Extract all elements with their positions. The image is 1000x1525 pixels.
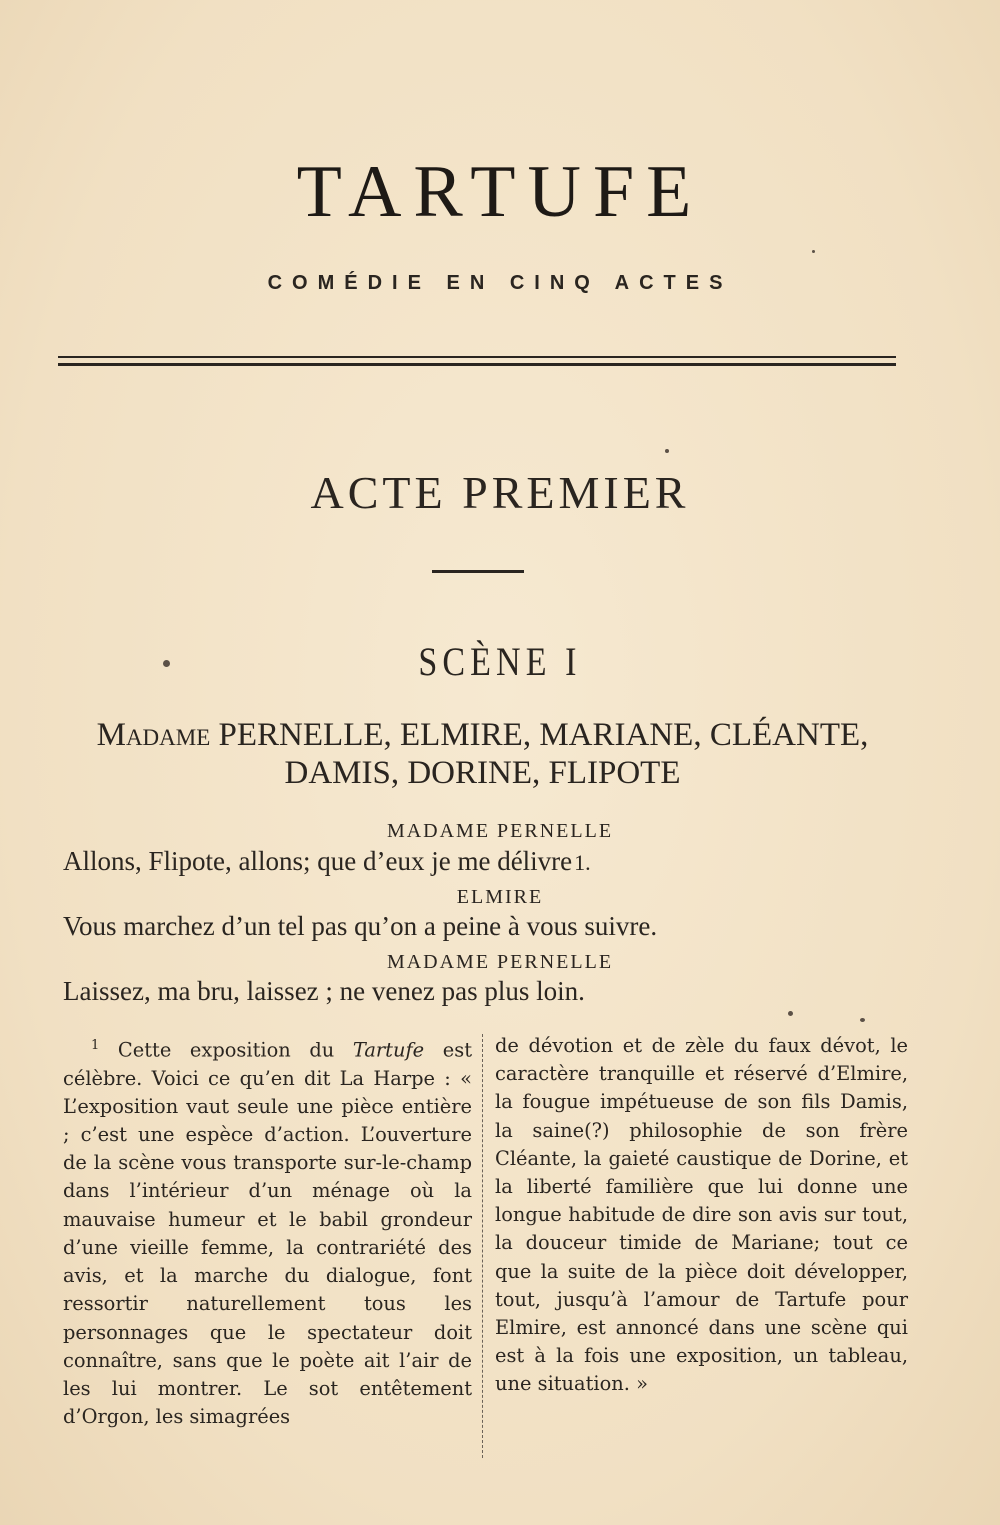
play-title: TARTUFE <box>296 151 704 233</box>
footnote-left-column <box>63 1032 472 1431</box>
ink-speck <box>665 449 669 453</box>
verse-3: Laissez, ma bru, laissez ; ne venez pas plus loin. <box>63 976 585 1006</box>
verse-2: Vous marchez d’un tel pas qu’on a peine à vous suivre. <box>63 911 658 941</box>
character-list <box>60 716 905 792</box>
play-subtitle: COMÉDIE EN CINQ ACTES <box>267 272 733 294</box>
column-separator <box>482 1034 483 1458</box>
speaker-3: MADAME PERNELLE <box>386 951 614 973</box>
character-prefix: Madame <box>96 717 211 753</box>
verse-1-note-ref: 1. <box>574 850 591 875</box>
ink-speck <box>163 660 170 667</box>
footnote-left-lead: Cette exposition du <box>117 1038 353 1062</box>
scene-heading: SCÈNE I <box>418 639 582 684</box>
speaker-1: MADAME PERNELLE <box>386 820 614 842</box>
act-heading: ACTE PREMIER <box>310 467 690 518</box>
ink-speck <box>860 1018 865 1022</box>
character-line-2: DAMIS, DORINE, FLIPOTE <box>284 755 681 791</box>
speaker-2: ELMIRE <box>456 886 544 908</box>
verse-1 <box>63 846 923 877</box>
ink-speck <box>812 250 815 253</box>
footnote-right-column: de dévotion et de zèle du faux dévot, le caractère tranquille et réservé d’Elmire, la fougue impétueuse de son fils Damis, la saine(?) philosophie de son frère Cléante, la gaieté caustique de Dorine, et la liberté familière que lui donne une longue habitude de dire son avis sur tout, la douceur timide de Mariane; tout ce que la suite de la pièce doit développer, tout, jusqu’à l’amour de Tartufe pour Elmire, est annoncé dans une scène qui est à la fois une exposition, un tableau, une situation. » <box>495 1034 908 1396</box>
double-rule-top <box>58 356 896 358</box>
footnote-marker: 1 <box>91 1038 100 1053</box>
footnote-left-body: est célèbre. Voici ce qu’en dit La Harpe : « L’exposition vaut seule une pièce entière ; c’est une espèce d’action. L’ouverture de la scène vous transporte sur-le-champ dans l’intérieur d’un ménage où la mauvaise humeur et le babil grondeur d’une vieille femme, la contrariété des avis, et la marche du dialogue, font ressortir naturellement tous les personnages que le spectateur doit connaître, sans que le poète ait l’air de les lui montrer. Le sot entêtement d’Orgon, les simagrées <box>63 1038 472 1429</box>
footnote-italic-title: Tartufe <box>352 1038 425 1062</box>
ink-speck <box>788 1011 793 1016</box>
verse-1-text: Allons, Flipote, allons; que d’eux je me délivre <box>63 846 573 876</box>
double-rule-bottom <box>58 363 896 366</box>
act-rule <box>432 570 524 573</box>
character-line-1: PERNELLE, ELMIRE, MARIANE, CLÉANTE, <box>218 717 869 753</box>
